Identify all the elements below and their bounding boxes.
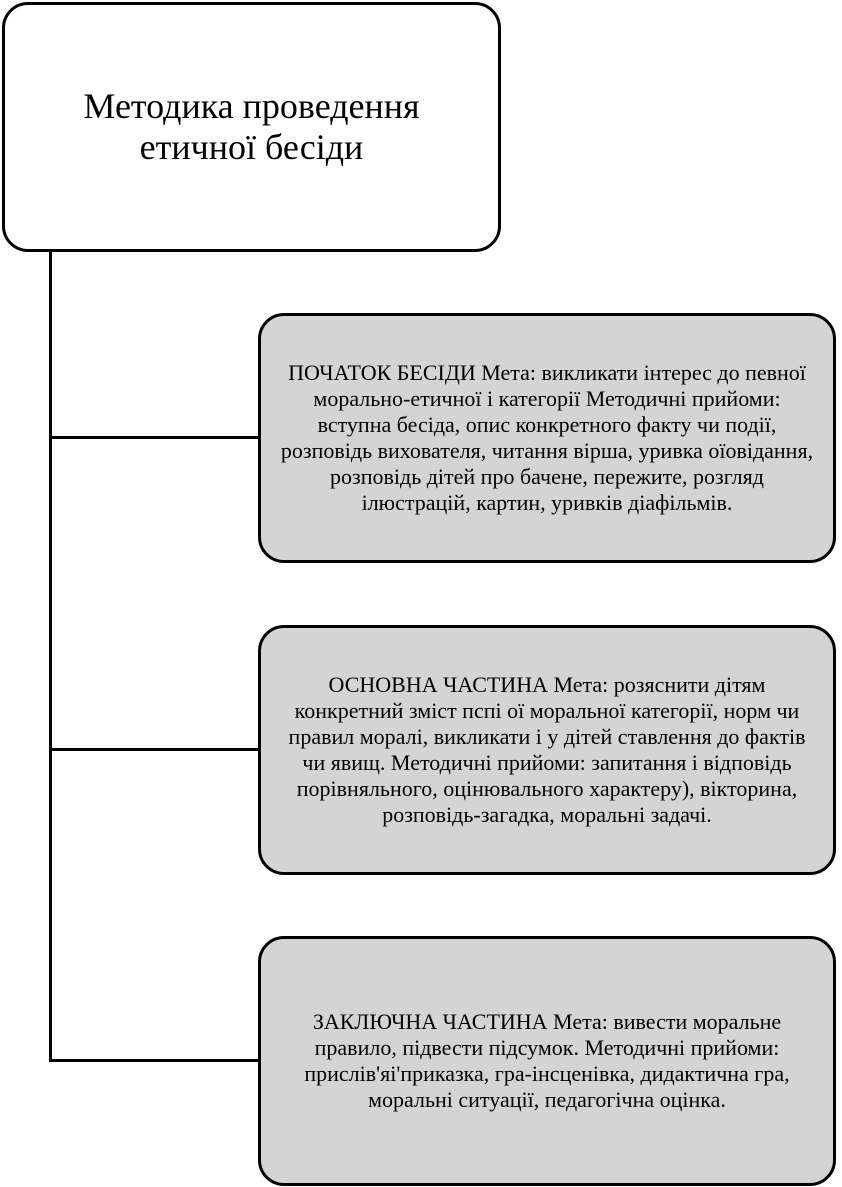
step-text-main: ОСНОВНА ЧАСТИНА Мета: розяснити дітям конкретний зміст пспі ої моральної категорії, норм чи правил моралі, викликати і у дітей ставлення до фактів чи явищ. Методичні прийоми: запитання і відповідь порівняльного, оцінювального характеру), вікторина, розповідь-загадка, моральні задачі. — [288, 672, 806, 827]
step-text-final: ЗАКЛЮЧНА ЧАСТИНА Мета: вивести моральне правило, підвести підсумок. Методичні прийоми: прислів'яі'приказка, гра-інсценівка, дидактична гра, моральні ситуації, педагогічна оцінка. — [304, 1009, 790, 1112]
root-node — [2, 2, 501, 252]
step-text-start: ПОЧАТОК БЕСІДИ Мета: викликати інтерес до певної морально-етичної і категорії Методичні прийоми: вступна бесіда, опис конкретного факту чи події, розповідь вихователя, читання вірша, уривка оїовідання, розповідь дітей про бачене, пережите, розгляд ілюстрацій, картин, уривків діафільмів. — [280, 360, 814, 515]
step-node-main — [258, 625, 836, 875]
branch-connector-line-3 — [49, 1059, 260, 1062]
trunk-connector-line — [49, 250, 52, 1060]
root-title: Методика проведення етичної бесіди — [83, 86, 420, 167]
branch-connector-line-1 — [49, 436, 260, 439]
step-node-start — [258, 313, 836, 563]
step-node-final — [258, 936, 836, 1186]
branch-connector-line-2 — [49, 748, 260, 751]
